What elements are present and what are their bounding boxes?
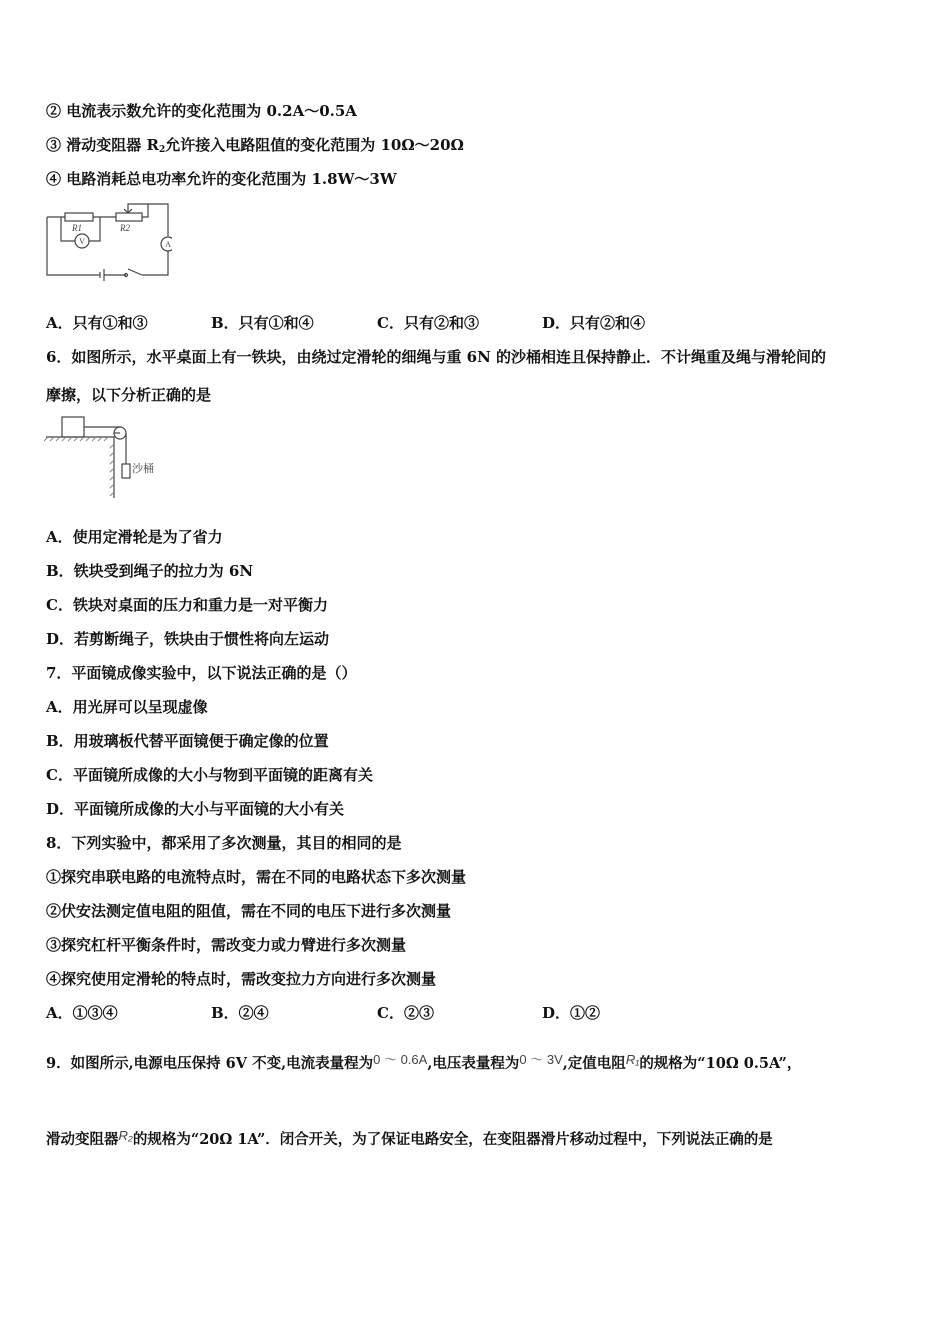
q8-option-d[interactable]: D．①② (542, 1004, 601, 1022)
sand-bucket (122, 464, 130, 478)
q9-stem-line2: 滑动变阻器R₂的规格为“20Ω 1A”．闭合开关，为了保证电路安全，在变阻器滑片移动过程中，下列说法正确的是 (46, 1128, 773, 1148)
q9-stem-line1: 9．如图所示,电源电压保持 6V 不变,电流表量程为0 ～ 0.6A,电压表量程为0 ～ 3V,定值电阻R₁的规格为“10Ω 0.5A”， (46, 1052, 802, 1072)
prev-option-d[interactable]: D．只有②和④ (542, 314, 646, 332)
q8-option-a[interactable]: A．①③④ (46, 1004, 118, 1022)
r2-symbol: R₂ (118, 1128, 133, 1143)
prev-option-c[interactable]: C．只有②和③ (377, 314, 479, 332)
q8-option-c[interactable]: C．②③ (377, 1004, 434, 1022)
q7-option-c[interactable]: C．平面镜所成像的大小与物到平面镜的距离有关 (46, 766, 373, 784)
r1-label: R1 (72, 223, 82, 233)
r2-label: R2 (120, 223, 130, 233)
iron-block (62, 417, 84, 437)
q6-option-c[interactable]: C．铁块对桌面的压力和重力是一对平衡力 (46, 596, 328, 614)
sand-bucket-label: 沙桶 (132, 463, 154, 475)
q8-stem: 8．下列实验中，都采用了多次测量，其目的相同的是 (46, 834, 402, 852)
circuit-diagram (44, 203, 172, 281)
q7-option-b[interactable]: B．用玻璃板代替平面镜便于确定像的位置 (46, 732, 329, 750)
voltmeter-label: V (79, 237, 85, 246)
q8-statement-4: ④探究使用定滑轮的特点时，需改变拉力方向进行多次测量 (46, 970, 437, 988)
q6-option-a[interactable]: A．使用定滑轮是为了省力 (46, 528, 223, 546)
q6-stem-line1: 6．如图所示，水平桌面上有一铁块，由绕过定滑轮的细绳与重 6N 的沙桶相连且保持静止．不计绳重及绳与滑轮间的 (46, 348, 827, 366)
prev-option-b[interactable]: B．只有①和④ (211, 314, 314, 332)
current-range-formula: 0 ～ 0.6A (373, 1052, 428, 1067)
q8-statement-3: ③探究杠杆平衡条件时，需改变力或力臂进行多次测量 (46, 936, 407, 954)
statement-2: ② 电流表示数允许的变化范围为 0.2A～0.5A (46, 102, 357, 120)
pulley-diagram (44, 414, 164, 500)
resistor-r1 (65, 213, 93, 221)
resistor-r2 (116, 213, 142, 221)
q6-option-b[interactable]: B．铁块受到绳子的拉力为 6N (46, 562, 254, 580)
q8-statement-1: ①探究串联电路的电流特点时，需在不同的电路状态下多次测量 (46, 868, 467, 886)
statement-4: ④ 电路消耗总电功率允许的变化范围为 1.8W～3W (46, 170, 397, 188)
q8-option-b[interactable]: B．②④ (211, 1004, 269, 1022)
q7-option-a[interactable]: A．用光屏可以呈现虚像 (46, 698, 208, 716)
q8-statement-2: ②伏安法测定值电阻的阻值，需在不同的电压下进行多次测量 (46, 902, 452, 920)
voltage-range-formula: 0 ～ 3V (519, 1052, 563, 1067)
ammeter-label: A (165, 240, 171, 249)
statement-3: ③ 滑动变阻器 $R_2$允许接入电路阻值的变化范围为 10Ω～20Ω (46, 136, 464, 155)
r1-symbol: R₁ (625, 1052, 640, 1067)
q6-option-d[interactable]: D．若剪断绳子，铁块由于惯性将向左运动 (46, 630, 330, 648)
q7-option-d[interactable]: D．平面镜所成像的大小与平面镜的大小有关 (46, 800, 345, 818)
q7-stem: 7．平面镜成像实验中，以下说法正确的是（） (46, 664, 357, 682)
prev-option-a[interactable]: A．只有①和③ (46, 314, 148, 332)
q6-stem-line2: 摩擦，以下分析正确的是 (46, 386, 212, 404)
